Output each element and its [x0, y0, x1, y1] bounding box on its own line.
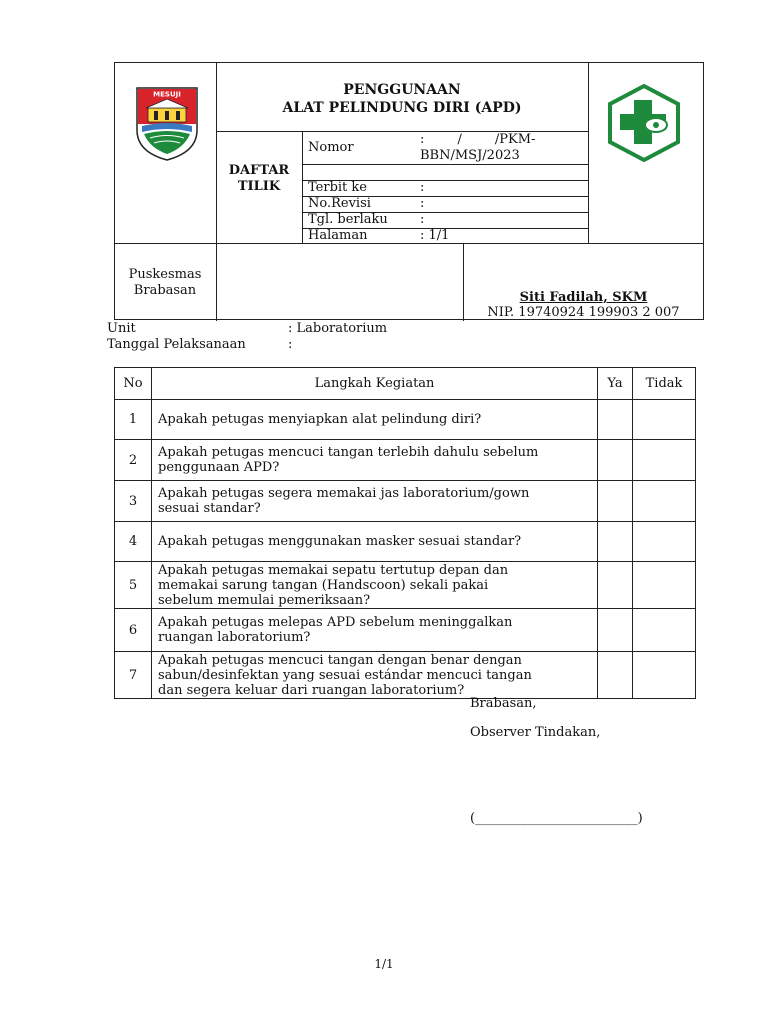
- yes-checkbox-cell[interactable]: [598, 609, 633, 652]
- yes-checkbox-cell[interactable]: [598, 522, 633, 562]
- no-checkbox-cell[interactable]: [633, 562, 696, 609]
- puskesmas-logo: [606, 84, 682, 162]
- doc-type-line2: TILIK: [237, 179, 281, 194]
- row-number: 6: [115, 609, 152, 652]
- table-row: [115, 440, 696, 481]
- date-value: :: [288, 337, 293, 352]
- step-line: sesuai standar?: [158, 501, 261, 516]
- step-line: Apakah petugas melepas APD sebelum meninggalkan: [158, 615, 513, 630]
- page-number: 1/1: [374, 957, 394, 971]
- step-line: dan segera keluar dari ruangan laboratorium?: [158, 682, 465, 698]
- header-no: No: [115, 368, 152, 400]
- no-checkbox-cell[interactable]: [633, 481, 696, 522]
- header-step: Langkah Kegiatan: [152, 368, 598, 400]
- checklist-table: [114, 367, 696, 699]
- step-line: Apakah petugas memakai sepatu tertutup depan dan: [158, 562, 509, 578]
- meta-label-tgl: Tgl. berlaku: [308, 212, 388, 227]
- row-step: [152, 652, 598, 699]
- step-line: Apakah petugas mencuci tangan terlebih dahulu sebelum: [158, 445, 539, 460]
- step-line: Apakah petugas menggunakan masker sesuai standar?: [158, 534, 522, 549]
- table-row: [115, 400, 696, 440]
- org-name-line1: Puskesmas: [128, 267, 202, 282]
- header-yes: Ya: [598, 368, 633, 400]
- footer-role: Observer Tindakan,: [470, 725, 601, 740]
- meta-value-nomor-line2: BBN/MSJ/2023: [420, 148, 520, 163]
- table-row: [115, 652, 696, 699]
- meta-value-halaman: : 1/1: [420, 228, 450, 243]
- document-title-line1: PENGGUNAAN: [343, 82, 461, 98]
- row-number: 7: [115, 652, 152, 699]
- row-step: [152, 481, 598, 522]
- step-line: memakai sarung tangan (Handscoon) sekali pakai: [158, 577, 489, 593]
- table-row: [115, 481, 696, 522]
- document-title-line2: ALAT PELINDUNG DIRI (APD): [282, 100, 522, 116]
- footer-place: Brabasan,: [470, 696, 537, 711]
- step-line: penggunaan APD?: [158, 460, 280, 475]
- row-number: 2: [115, 440, 152, 481]
- row-step: [152, 400, 598, 440]
- divider: [216, 243, 217, 321]
- meta-value-tgl: :: [420, 212, 425, 227]
- doc-type-line1: DAFTAR: [228, 163, 290, 178]
- no-checkbox-cell[interactable]: [633, 440, 696, 481]
- date-label: Tanggal Pelaksanaan: [107, 337, 246, 352]
- signer-name: Siti Fadilah, SKM: [519, 290, 648, 305]
- divider: [302, 164, 588, 165]
- row-number: 5: [115, 562, 152, 609]
- row-step: [152, 440, 598, 481]
- row-number: 3: [115, 481, 152, 522]
- no-checkbox-cell[interactable]: [633, 522, 696, 562]
- step-line: sabun/desinfektan yang sesuai estándar mencuci tangan: [158, 667, 532, 683]
- org-name-line2: Brabasan: [133, 283, 197, 298]
- meta-label-halaman: Halaman: [308, 228, 368, 243]
- mesuji-emblem-logo: [134, 86, 200, 162]
- no-checkbox-cell[interactable]: [633, 400, 696, 440]
- no-checkbox-cell[interactable]: [633, 652, 696, 699]
- no-checkbox-cell[interactable]: [633, 609, 696, 652]
- row-number: 1: [115, 400, 152, 440]
- signer-nip: NIP. 19740924 199903 2 007: [487, 305, 680, 320]
- header-no-col: Tidak: [633, 368, 696, 400]
- step-line: Apakah petugas mencuci tangan dengan benar dengan: [158, 652, 522, 668]
- logo-text: MESUJI: [153, 90, 181, 99]
- row-number: 4: [115, 522, 152, 562]
- yes-checkbox-cell[interactable]: [598, 562, 633, 609]
- table-row: [115, 609, 696, 652]
- meta-label-nomor: Nomor: [308, 140, 354, 155]
- row-step: [152, 522, 598, 562]
- meta-value-nomor-line1: : / /PKM-: [420, 132, 536, 147]
- yes-checkbox-cell[interactable]: [598, 652, 633, 699]
- signature-line: (_________________________): [470, 811, 643, 826]
- meta-label-revisi: No.Revisi: [308, 196, 371, 211]
- step-line: sebelum memulai pemeriksaan?: [158, 592, 371, 608]
- divider: [115, 243, 703, 244]
- divider: [588, 63, 589, 243]
- yes-checkbox-cell[interactable]: [598, 481, 633, 522]
- yes-checkbox-cell[interactable]: [598, 400, 633, 440]
- step-line: Apakah petugas segera memakai jas laboratorium/gown: [158, 486, 530, 501]
- divider: [302, 131, 303, 243]
- meta-value-revisi: :: [420, 196, 425, 211]
- yes-checkbox-cell[interactable]: [598, 440, 633, 481]
- meta-value-terbit: :: [420, 180, 425, 195]
- row-step: [152, 609, 598, 652]
- row-step: [152, 562, 598, 609]
- unit-value: : Laboratorium: [288, 321, 388, 336]
- table-header-row: [115, 368, 696, 400]
- meta-label-terbit: Terbit ke: [308, 180, 367, 195]
- unit-label: Unit: [107, 321, 136, 336]
- table-row: [115, 522, 696, 562]
- table-row: [115, 562, 696, 609]
- step-line: ruangan laboratorium?: [158, 630, 311, 645]
- step-line: Apakah petugas menyiapkan alat pelindung diri?: [158, 412, 482, 427]
